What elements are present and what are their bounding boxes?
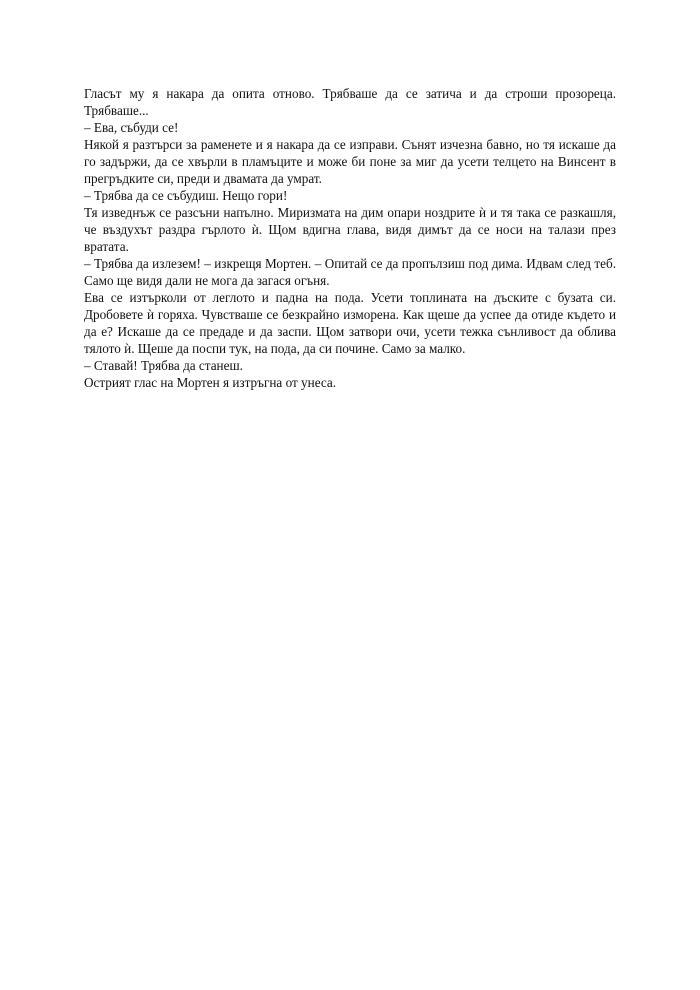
dialogue-line: – Ева, събуди се! (84, 120, 179, 135)
paragraph: Някой я разтърси за раменете и я накара да се изправи. Сънят изчезна бавно, но тя искаше да го задържи, да се хвърли в пламъците и може би поне за миг да усети телцето на Винсент в прегръдките си, преди и двамата да умрат. (84, 137, 616, 186)
paragraph: Острият глас на Мортен я изтръгна от унеса. (84, 375, 337, 390)
body-text (84, 85, 616, 391)
dialogue-line: – Трябва да излезем! – изкрещя Мортен. – Опитай се да пропълзиш под дима. Идвам след теб. Само ще видя дали не мога да загася огъня. (84, 256, 616, 288)
dialogue-line: – Ставай! Трябва да станеш. (84, 358, 243, 373)
dialogue-line: – Трябва да се събудиш. Нещо гори! (84, 188, 288, 203)
paragraph: Гласът му я накара да опита отново. Трябваше да се затича и да строши прозореца. Трябваше... (84, 86, 616, 118)
paragraph: Тя изведнъж се разсъни напълно. Миризмата на дим опари ноздрите ѝ и тя така се разкашля, че въздухът раздра гърлото ѝ. Щом вдигна глава, видя димът да се носи на талази през вратата. (84, 205, 616, 254)
paragraph: Ева се изтърколи от леглото и падна на пода. Усети топлината на дъските с бузата си. Дробовете ѝ горяха. Чувстваше се безкрайно изморена. Как щеше да успее да отиде където и да е? Искаше да се предаде и да заспи. Щом затвори очи, усети тежка сънливост да облива тялото ѝ. Щеше да поспи тук, на пода, да си почине. Само за малко. (84, 290, 616, 356)
